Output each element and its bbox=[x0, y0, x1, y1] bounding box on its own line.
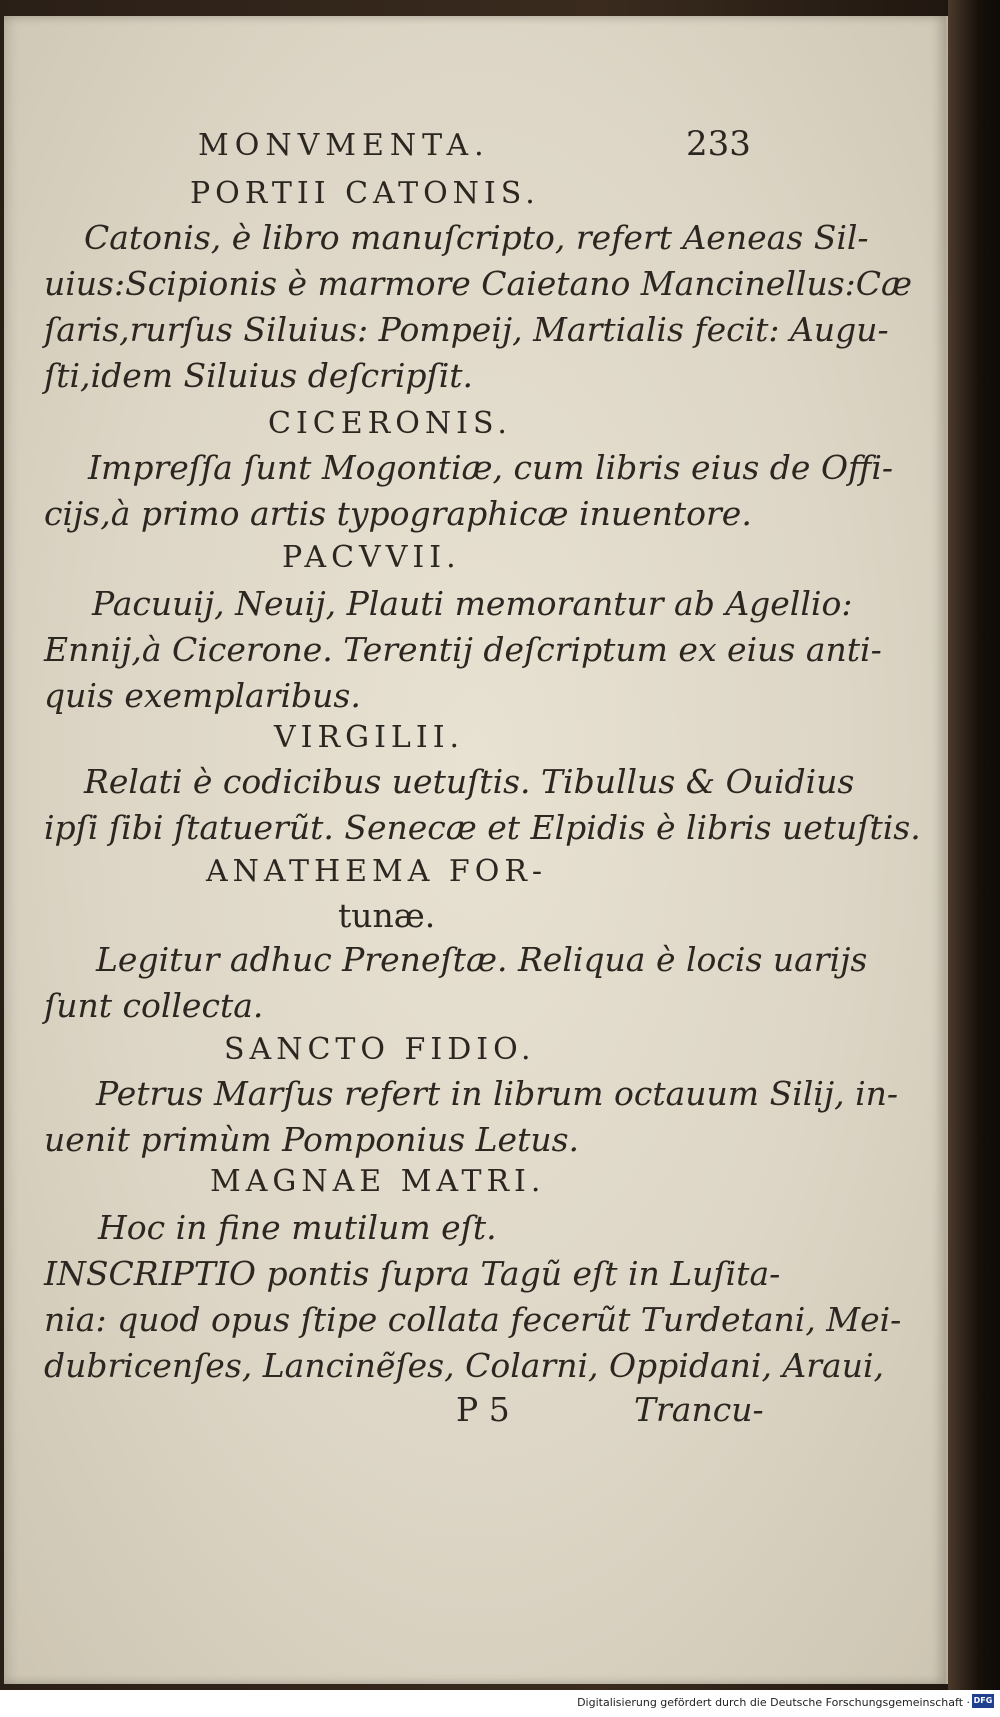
dfg-logo: DFG bbox=[972, 1694, 994, 1708]
text-line: Legitur adhuc Preneſtæ. Reliqua è locis uarijs bbox=[96, 940, 868, 979]
section-heading: SANCTO FIDIO. bbox=[224, 1032, 536, 1067]
book-page bbox=[4, 16, 948, 1684]
section-heading: VIRGILII. bbox=[274, 720, 465, 755]
text-line: INSCRIPTIO pontis ſupra Tagũ eſt in Luſita- bbox=[44, 1254, 781, 1293]
text-line: ſti,idem Siluius deſcripſit. bbox=[44, 356, 474, 395]
text-line: Impreſſa ſunt Mogontiæ, cum libris eius de Offi- bbox=[88, 448, 894, 487]
digitization-footer bbox=[0, 1690, 1000, 1717]
section-heading-continued: tunæ. bbox=[338, 896, 436, 935]
text-line: Ennij,à Cicerone. Terentij deſcriptum ex eius anti- bbox=[44, 630, 882, 669]
text-line: quis exemplaribus. bbox=[44, 676, 361, 715]
section-heading: MAGNAE MATRI. bbox=[210, 1164, 546, 1199]
text-line: ſaris,rurſus Siluius: Pompeij, Martialis fecit: Augu- bbox=[44, 310, 889, 349]
section-heading: PORTII CATONIS. bbox=[190, 176, 540, 211]
catchword: Trancu- bbox=[634, 1390, 764, 1429]
page-text bbox=[4, 16, 946, 1684]
page-number: 233 bbox=[686, 124, 751, 164]
text-line: cijs,à primo artis typographicæ inuentore. bbox=[44, 494, 752, 533]
section-heading: PACVVII. bbox=[282, 540, 461, 575]
text-line: Hoc in fine mutilum eſt. bbox=[98, 1208, 497, 1247]
signature-mark: P 5 bbox=[456, 1390, 510, 1429]
text-line: uenit primùm Pomponius Letus. bbox=[44, 1120, 580, 1159]
text-line: nia: quod opus ſtipe collata fecerũt Turdetani, Mei- bbox=[44, 1300, 902, 1339]
section-heading: CICERONIS. bbox=[268, 406, 512, 441]
text-line: Relati è codicibus uetuſtis. Tibullus & Ouidius bbox=[84, 762, 855, 801]
text-line: ipſi ſibi ſtatuerũt. Senecæ et Elpidis è libris uetuſtis. bbox=[44, 808, 921, 847]
text-line: Pacuuij, Neuij, Plauti memorantur ab Agellio: bbox=[92, 584, 853, 623]
text-line: Catonis, è libro manuſcripto, refert Aeneas Sil- bbox=[84, 218, 869, 257]
funding-credit: Digitalisierung gefördert durch die Deutsche Forschungsgemeinschaft · bbox=[577, 1696, 970, 1709]
section-heading: ANATHEMA FOR- bbox=[206, 854, 548, 889]
text-line: Petrus Marſus refert in librum octauum Silij, in- bbox=[96, 1074, 899, 1113]
running-head: MONVMENTA. bbox=[198, 128, 490, 163]
text-line: ſunt collecta. bbox=[44, 986, 264, 1025]
book-edge bbox=[948, 0, 1000, 1717]
text-line: uius:Scipionis è marmore Caietano Mancinellus:Cæ bbox=[44, 264, 913, 303]
text-line: dubricenſes, Lancinẽſes, Colarni, Oppidani, Araui, bbox=[44, 1346, 885, 1385]
